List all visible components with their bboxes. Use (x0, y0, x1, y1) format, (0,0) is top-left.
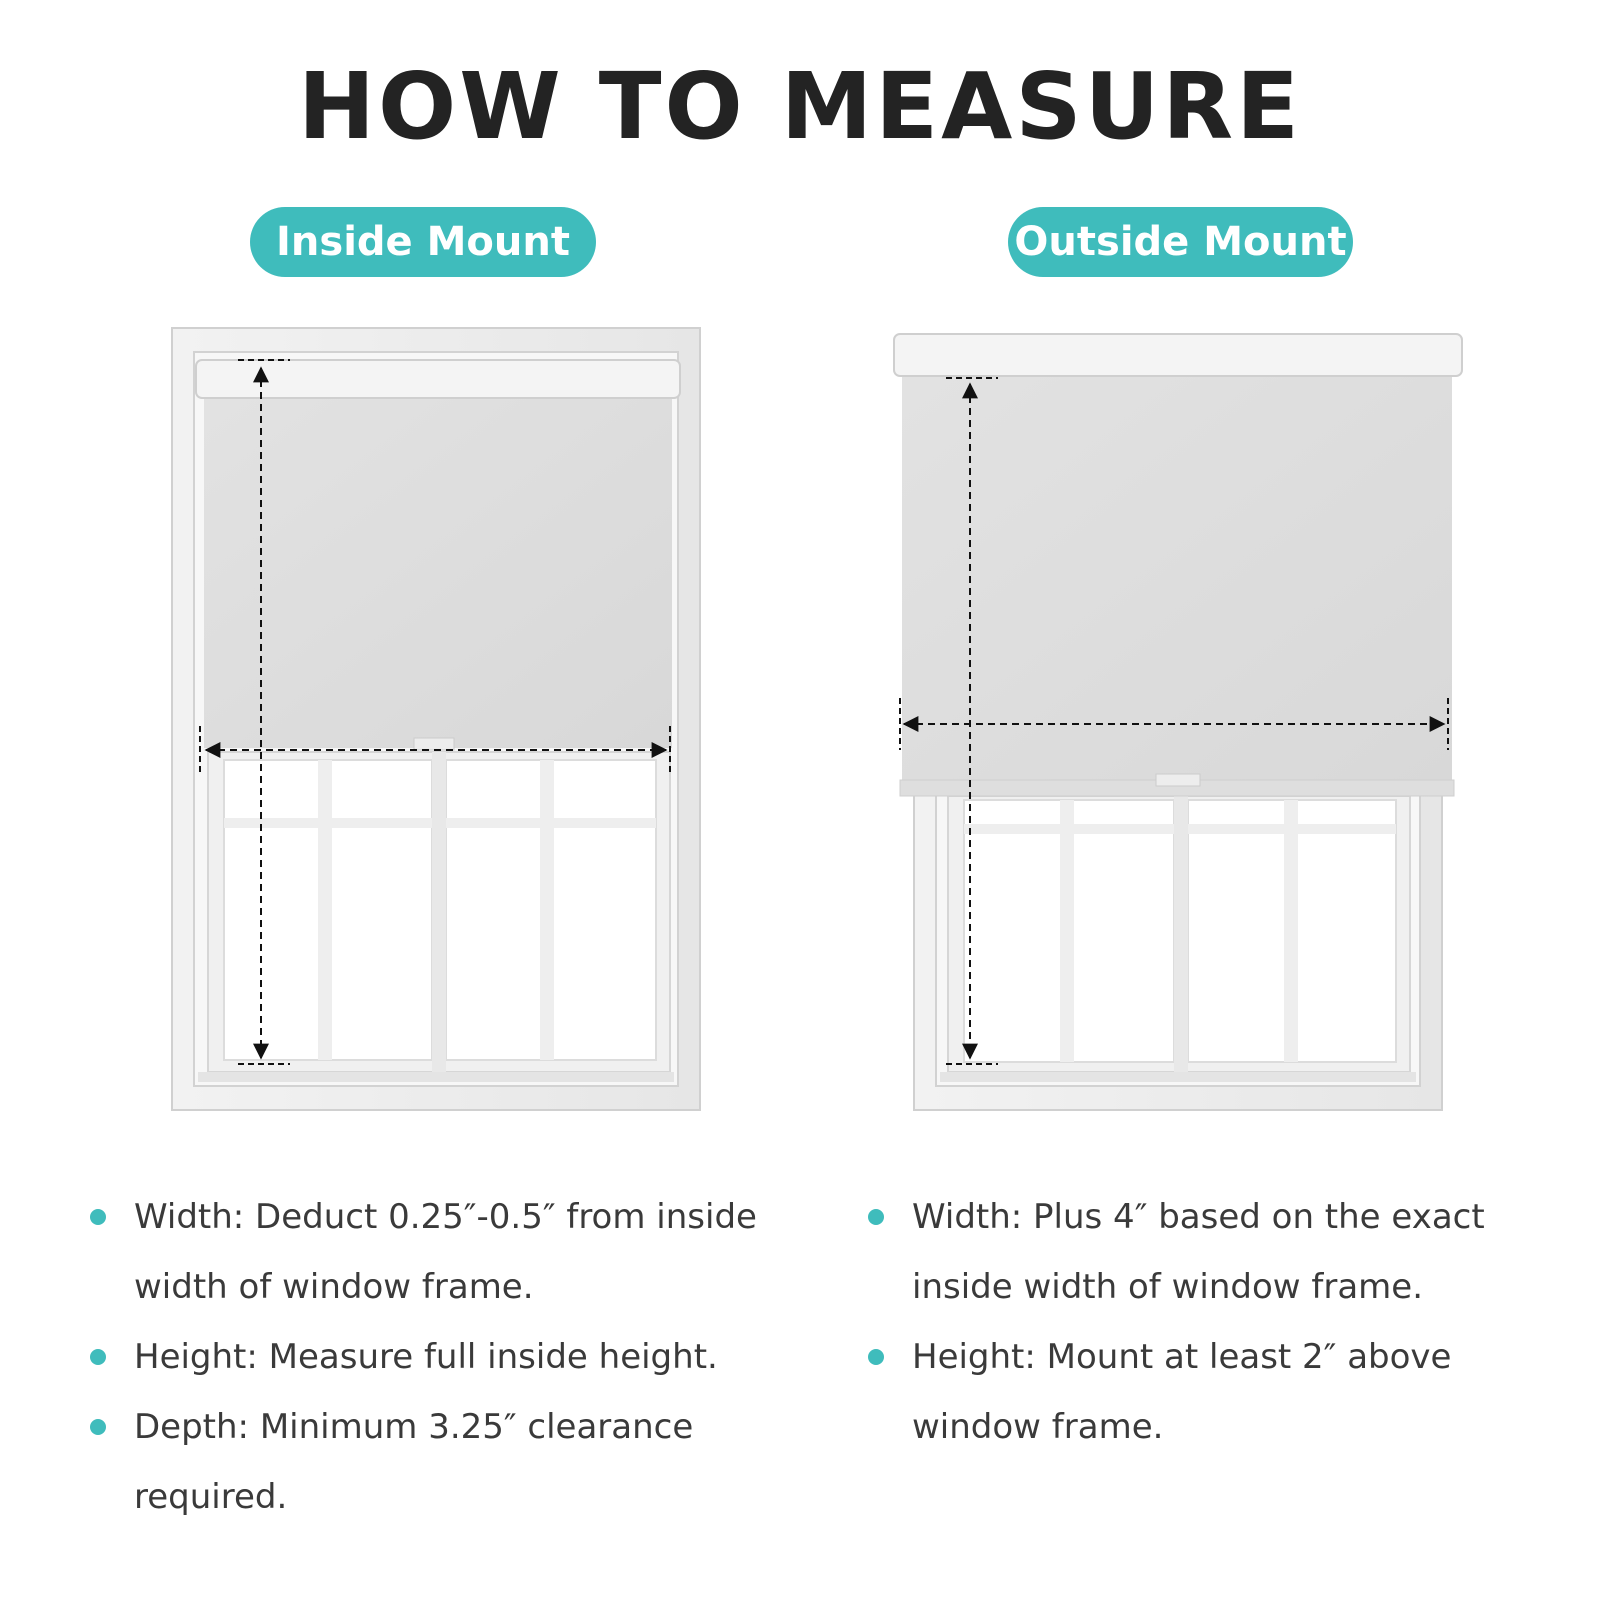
inside-roller-shade (204, 398, 672, 748)
bullet-dot-icon (90, 1419, 106, 1435)
instruction-text: Height: Measure full inside height. (134, 1337, 718, 1377)
list-item (866, 1322, 1566, 1462)
inside-window-panes (198, 752, 674, 1082)
list-item (88, 1182, 768, 1322)
instruction-text: Depth: Minimum 3.25″ clearance required. (134, 1407, 694, 1517)
instruction-text: Width: Deduct 0.25″-0.5″ from inside width of window frame. (134, 1197, 757, 1307)
outside-window-panes (940, 796, 1416, 1082)
inside-mount-instructions (88, 1182, 768, 1532)
outside-mount-window (894, 334, 1462, 1110)
bullet-dot-icon (868, 1209, 884, 1225)
bullet-dot-icon (90, 1209, 106, 1225)
list-item (88, 1392, 768, 1532)
outside-mount-instructions (866, 1182, 1566, 1462)
page-title: HOW TO MEASURE (298, 53, 1302, 160)
outside-roller-cassette (894, 334, 1462, 376)
list-item (88, 1322, 768, 1392)
instruction-text: Width: Plus 4″ based on the exact inside width of window frame. (912, 1197, 1485, 1307)
bullet-dot-icon (868, 1349, 884, 1365)
outside-mount-label: Outside Mount (1008, 207, 1353, 277)
bullet-dot-icon (90, 1349, 106, 1365)
inside-mount-label: Inside Mount (250, 207, 596, 277)
outside-roller-shade (902, 376, 1452, 796)
instruction-text: Height: Mount at least 2″ above window frame. (912, 1337, 1452, 1447)
inside-roller-cassette (196, 360, 680, 398)
inside-mount-window (172, 328, 700, 1110)
list-item (866, 1182, 1566, 1322)
